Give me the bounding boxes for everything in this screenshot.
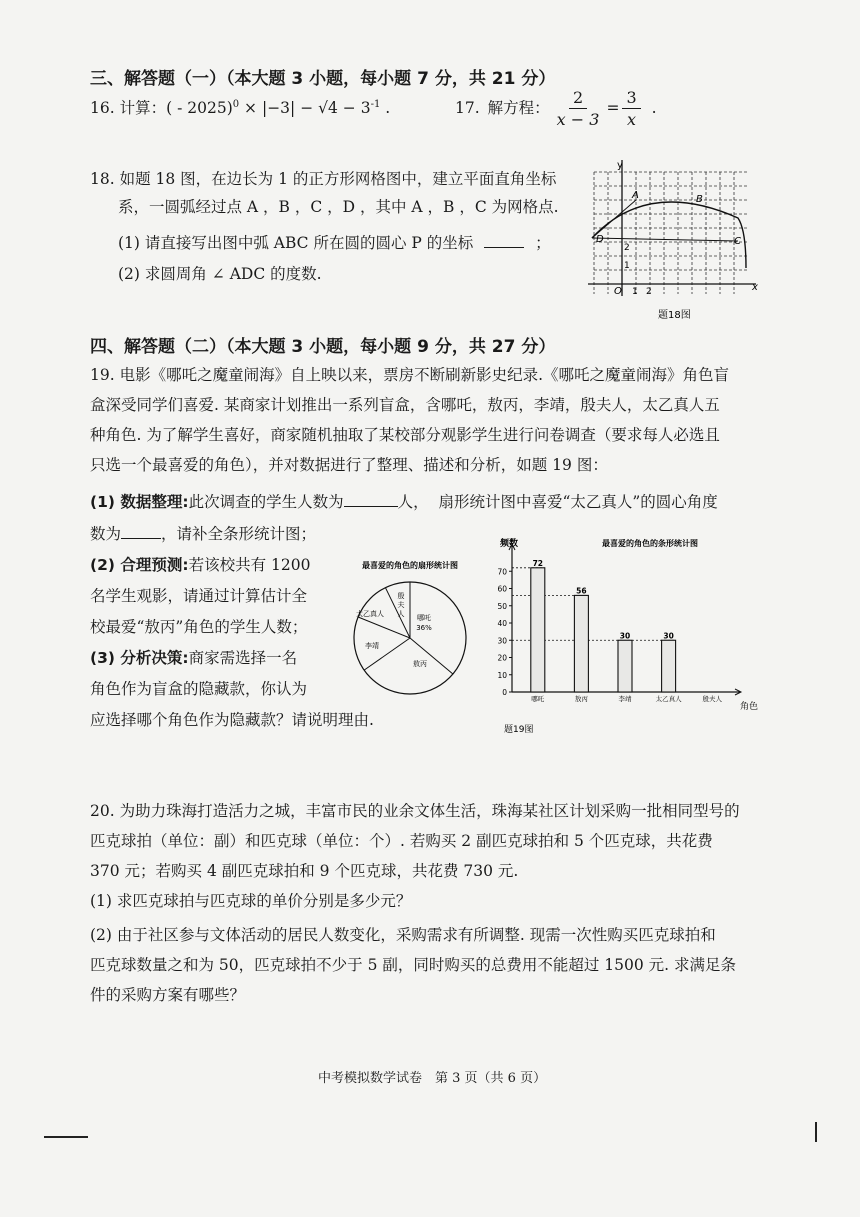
bar-data-label-0: 72: [532, 558, 544, 568]
bar-1: [574, 595, 588, 692]
bar-ytick-label: 10: [497, 670, 507, 680]
q17-rhs-den: x: [627, 110, 637, 129]
q19-p3-c: 应选择哪个角色作为隐藏款？请说明理由.: [90, 711, 374, 729]
q17-number: 17.: [455, 99, 480, 118]
q19-p2-c: 校最爱“敖丙”角色的学生人数；: [90, 618, 308, 636]
q18-part1: [118, 236, 551, 252]
bar-0: [531, 568, 545, 692]
q19-line4: 只选一个最喜爱的角色），并对数据进行了整理、描述和分析，如题 19 图：: [90, 456, 608, 474]
q19-p3-b: 角色作为盲盒的隐藏款，你认为: [90, 680, 308, 698]
bar-ytick-label: 20: [497, 653, 507, 663]
q19-p1-b: 人，: [397, 493, 429, 511]
q19-p2-label: (2) 合理预测:: [90, 556, 189, 574]
q19-p1-d: 数为: [90, 525, 122, 543]
q18-grid-figure: [588, 158, 763, 323]
q18-point-c: C: [734, 236, 741, 247]
q18-y-label: y: [617, 160, 623, 171]
bar-data-label-3: 30: [663, 631, 674, 641]
q19-part1: [90, 495, 718, 511]
bar-ytick-label: 60: [497, 584, 507, 594]
pie-title: 最喜爱的角色的扇形统计图: [362, 561, 458, 570]
pie-percent-label: 36%: [416, 624, 432, 632]
q16-abs: |−3|: [261, 99, 296, 118]
pie-chart: [330, 556, 490, 706]
bar-ytick-label: 70: [497, 567, 507, 577]
q18-line2: 系，一圆弧经过点 A ，B ，C ，D ，其中 A ，B ，C 为网格点.: [118, 198, 559, 216]
section-3-title: 三、解答题（一）（本大题 3 小题，每小题 7 分，共 21 分）: [90, 69, 556, 89]
q19-part1-cont: [90, 527, 316, 543]
q18-origin-label: O: [614, 286, 622, 297]
q19-p1-c: 扇形统计图中喜爱“太乙真人”的圆心角度: [438, 493, 718, 511]
q20-part2b: 匹克球数量之和为 50，匹克球拍不少于 5 副，同时购买的总费用不能超过 1500 元. 求满足条: [90, 956, 737, 974]
question-17: [455, 90, 657, 128]
pie-label-4: 殷: [397, 592, 405, 600]
pie-slice-boundary: [410, 638, 453, 674]
q16-expr-c: −: [295, 99, 319, 118]
q19-line1: 19. 电影《哪吒之魔童闹海》自上映以来，票房不断刷新影史纪录.《哪吒之魔童闹海》角色盲: [90, 366, 730, 384]
bar-ylabel: 频数: [500, 539, 519, 549]
bar-ytick-label: 30: [497, 636, 507, 646]
page-footer: 中考模拟数学试卷 第 3 页（共 6 页）: [318, 1071, 547, 1086]
section-4-title: 四、解答题（二）（本大题 3 小题，每小题 9 分，共 27 分）: [90, 337, 556, 357]
q20-part2c: 件的采购方案有哪些？: [90, 986, 246, 1004]
bar-ytick-label: 40: [497, 619, 507, 628]
q18-part2: (2) 求圆周角 ∠ ADC 的度数.: [118, 265, 322, 283]
q16-expr-a: ( - 2025): [166, 99, 233, 118]
q19-blank-count[interactable]: [344, 506, 398, 507]
q19-p3-label: (3) 分析决策:: [90, 649, 189, 667]
bar-category-label-3: 太乙真人: [655, 695, 682, 703]
pie-label-0: 哪吒: [417, 614, 431, 622]
pie-label-1: 敖丙: [413, 660, 427, 668]
bar-caption: 题19图: [504, 725, 534, 735]
q19-line2: 盒深受同学们喜爱. 某商家计划推出一系列盲盒，含哪吒，敖丙，李靖，殷夫人，太乙真人五: [90, 396, 720, 414]
q18-point-d: D: [596, 234, 604, 245]
bar-xlabel: 角色: [740, 702, 759, 712]
q17-lhs-num: 2: [569, 90, 587, 109]
q18-arc: [592, 202, 746, 268]
q18-segment-dc: [592, 238, 738, 241]
bar-ytick-label: 0: [502, 688, 507, 697]
q16-prefix: 计算：: [119, 99, 167, 118]
q18-xtick-2: 2: [646, 287, 652, 297]
q19-part3-l1: [90, 651, 297, 667]
q17-prefix: 解方程：: [487, 99, 550, 118]
q20-line2: 匹克球拍（单位：副）和匹克球（单位：个）. 若购买 2 副匹克球拍和 5 个匹克球，共花费: [90, 832, 713, 850]
q19-p3-a: 商家需选择一名: [188, 649, 298, 667]
q20-line3: 370 元；若购买 4 副匹克球拍和 9 个匹克球，共花费 730 元.: [90, 862, 519, 880]
q19-p1-a: 此次调查的学生人数为: [188, 493, 344, 511]
bar-category-label-0: 哪吒: [531, 695, 545, 703]
q16-expr-d: − 3: [337, 99, 371, 118]
q19-blank-angle[interactable]: [121, 538, 161, 539]
q16-end: .: [380, 99, 391, 118]
bar-category-label-2: 李靖: [618, 695, 632, 703]
q18-point-a: A: [632, 190, 639, 201]
bar-data-label-2: 30: [619, 631, 631, 641]
q18-caption: 题18图: [658, 310, 691, 321]
q20-part1: (1) 求匹克球拍与匹克球的单价分别是多少元？: [90, 892, 412, 910]
q16-exp0: 0: [232, 99, 240, 110]
bar-2: [618, 640, 632, 692]
q18-x-label: x: [752, 282, 758, 293]
q17-lhs-fraction: [553, 90, 604, 128]
q17-equals: =: [606, 99, 620, 118]
scan-mark-right: [815, 1122, 817, 1142]
bar-category-label-1: 敖丙: [574, 695, 588, 703]
q18-ytick-2: 2: [624, 243, 630, 253]
q18-line1: 18. 如题 18 图，在边长为 1 的正方形网格图中，建立平面直角坐标: [90, 170, 557, 188]
bar-title: 最喜爱的角色的条形统计图: [602, 539, 698, 548]
q19-part2-l1: [90, 558, 310, 574]
q19-p2-a: 若该校共有 1200: [188, 556, 311, 574]
q17-lhs-den: x − 3: [556, 110, 600, 129]
q18-xtick-1: 1: [632, 287, 638, 297]
bar-chart: [490, 534, 770, 744]
scan-mark-left: [44, 1136, 88, 1138]
q16-expr-b: ×: [239, 99, 262, 118]
pie-label-2: 李靖: [365, 642, 379, 650]
pie-label-4: 夫: [397, 601, 405, 609]
q17-rhs-fraction: [622, 90, 640, 128]
bar-3: [662, 640, 676, 692]
bar-data-label-1: 56: [576, 586, 587, 596]
q19-p1-e: ，请补全条形统计图；: [161, 525, 317, 543]
q18-point-b: B: [696, 194, 703, 205]
q18-answer-blank[interactable]: [484, 247, 524, 248]
q19-p2-b: 名学生观影，请通过计算估计全: [90, 587, 308, 605]
bar-category-label-4: 殷夫人: [702, 695, 722, 703]
q16-exp-neg1: -1: [370, 99, 381, 110]
bar-ytick-label: 50: [497, 601, 507, 611]
pie-label-3: 太乙真人: [356, 610, 384, 618]
q18-part1-text: (1) 请直接写出图中弧 ABC 所在圆的圆心 P 的坐标: [118, 234, 474, 252]
q16-sqrt: √4: [318, 99, 338, 118]
pie-label-4: 人: [397, 610, 405, 618]
q20-part2a: (2) 由于社区参与文体活动的居民人数变化，采购需求有所调整. 现需一次性购买匹克球拍和: [90, 926, 716, 944]
q17-end: .: [651, 99, 657, 118]
q18-ytick-1: 1: [624, 261, 630, 271]
q16-number: 16.: [90, 99, 115, 118]
q18-part1-end: ；: [535, 234, 551, 252]
q19-p1-label: (1) 数据整理:: [90, 493, 189, 511]
q18-segment-da: [592, 200, 636, 238]
q17-rhs-num: 3: [622, 90, 640, 109]
pie-slice-boundary: [358, 617, 410, 638]
q18-grid: [594, 172, 748, 294]
question-16: [90, 100, 390, 117]
q19-line3: 种角色. 为了解学生喜好，商家随机抽取了某校部分观影学生进行问卷调查（要求每人必选且: [90, 426, 720, 444]
q20-line1: 20. 为助力珠海打造活力之城，丰富市民的业余文体生活，珠海某社区计划采购一批相同型号的: [90, 802, 740, 820]
